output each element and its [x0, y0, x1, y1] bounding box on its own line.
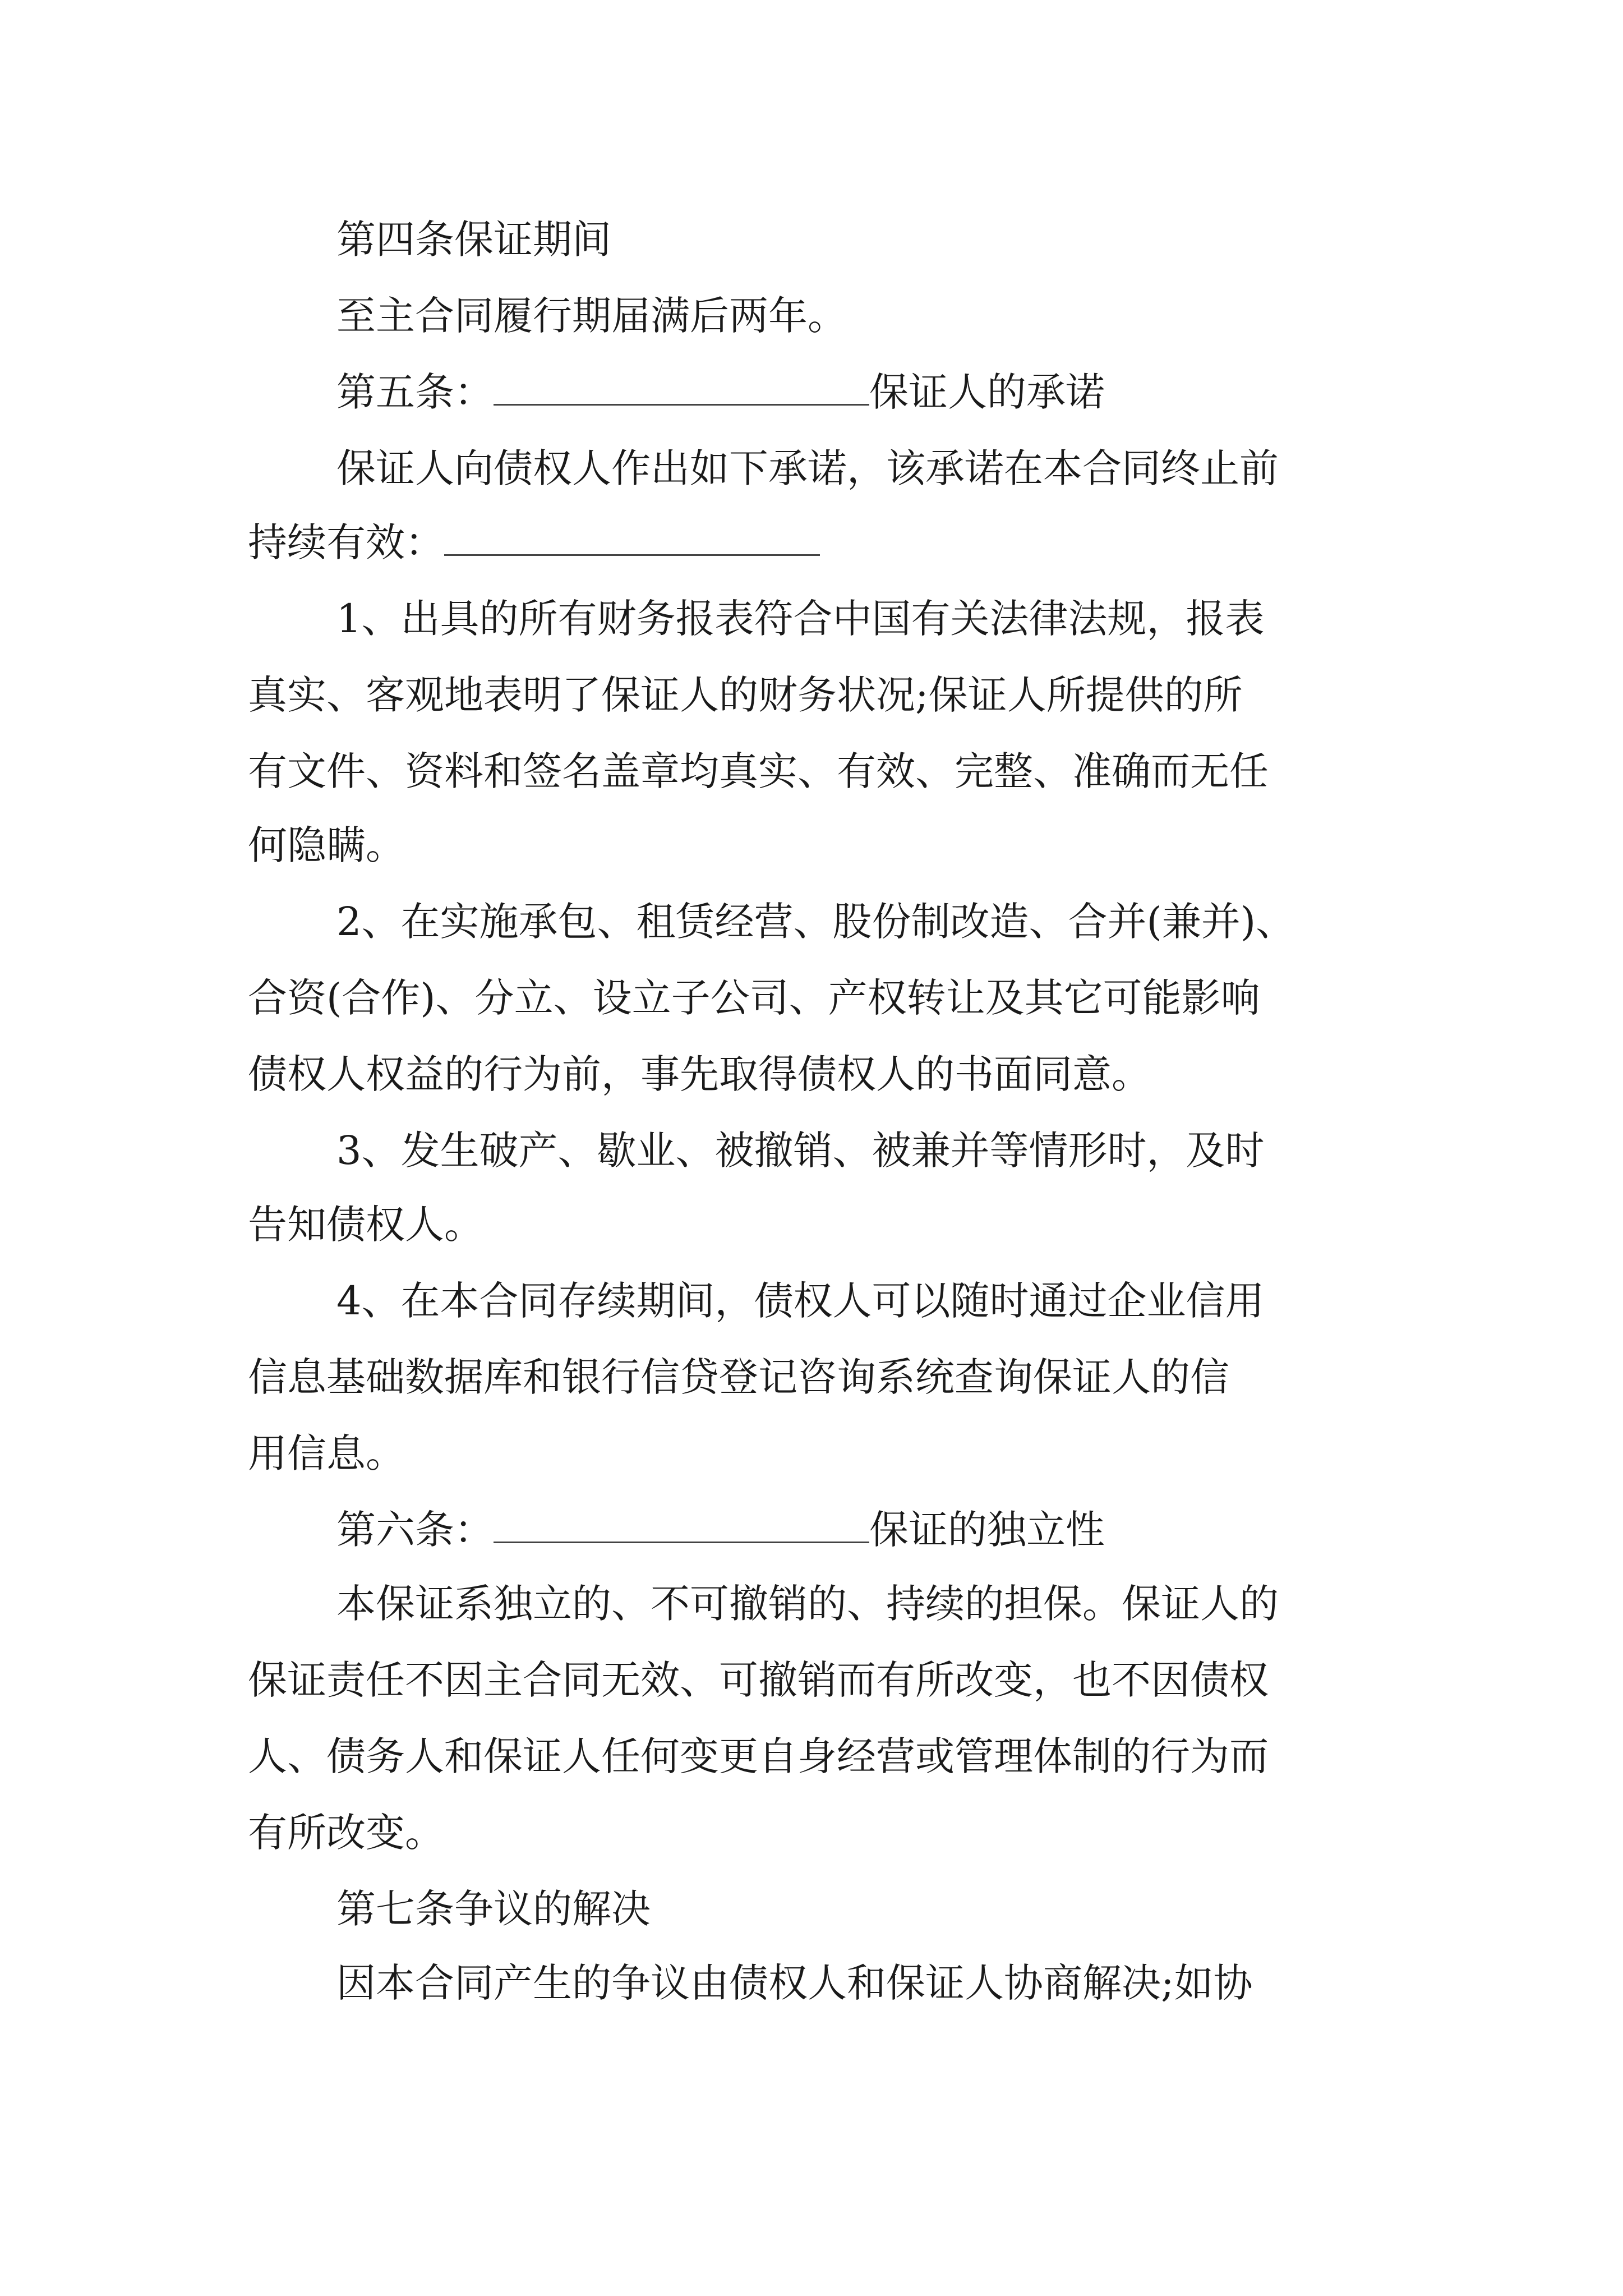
article-5-intro-blank: [444, 524, 820, 556]
article-6-body-line-1: 本保证系独立的、不可撤销的、持续的担保。保证人的: [336, 1581, 1279, 1627]
pledge-4-line-3: 用信息。: [248, 1430, 405, 1476]
pledge-1-line-2: 真实、客观地表明了保证人的财务状况;保证人所提供的所: [248, 672, 1243, 718]
pledge-2-line-3: 债权人权益的行为前，事先取得债权人的书面同意。: [248, 1051, 1151, 1097]
pledge-4-line-1: 4、在本合同存续期间，债权人可以随时通过企业信用: [336, 1278, 1265, 1324]
article-6-blank: [494, 1511, 869, 1543]
article-5-title: [336, 369, 1105, 415]
article-6-title: [336, 1507, 1105, 1553]
article-6-body-line-3: 人、债务人和保证人任何变更自身经营或管理体制的行为而: [248, 1733, 1269, 1779]
pledge-2-line-2: 合资(合作)、分立、设立子公司、产权转让及其它可能影响: [248, 975, 1260, 1021]
pledge-3-line-1: 3、发生破产、歇业、被撤销、被兼并等情形时，及时: [336, 1128, 1265, 1174]
pledge-1-line-4: 何隐瞒。: [248, 822, 405, 868]
pledge-2-line-1: 2、在实施承包、租赁经营、股份制改造、合并(兼并)、: [336, 899, 1295, 945]
article-6-body-line-2: 保证责任不因主合同无效、可撤销而有所改变，也不因债权: [248, 1657, 1269, 1703]
article-7-body-line-1: 因本合同产生的争议由债权人和保证人协商解决;如协: [336, 1960, 1253, 2006]
pledge-1-line-1: 1、出具的所有财务报表符合中国有关法律法规，报表: [336, 596, 1265, 642]
article-6-heading: 保证的独立性: [869, 1507, 1105, 1553]
article-4-body: 至主合同履行期届满后两年。: [336, 293, 847, 339]
article-6-body-line-4: 有所改变。: [248, 1810, 444, 1856]
article-5-label: 第五条：: [336, 369, 494, 415]
article-5-heading: 保证人的承诺: [869, 369, 1105, 415]
article-7-title: 第七条争议的解决: [336, 1886, 651, 1932]
article-5-intro-text: 持续有效：: [248, 519, 444, 565]
article-5-intro-line-2: [248, 519, 820, 565]
article-5-blank: [494, 374, 869, 406]
article-4-title: 第四条保证期间: [336, 217, 611, 263]
pledge-4-line-2: 信息基础数据库和银行信贷登记咨询系统查询保证人的信: [248, 1354, 1229, 1400]
article-6-label: 第六条：: [336, 1507, 494, 1553]
pledge-3-line-2: 告知债权人。: [248, 1202, 483, 1248]
pledge-1-line-3: 有文件、资料和签名盖章均真实、有效、完整、准确而无任: [248, 748, 1269, 794]
article-5-intro-line-1: 保证人向债权人作出如下承诺，该承诺在本合同终止前: [336, 445, 1279, 491]
